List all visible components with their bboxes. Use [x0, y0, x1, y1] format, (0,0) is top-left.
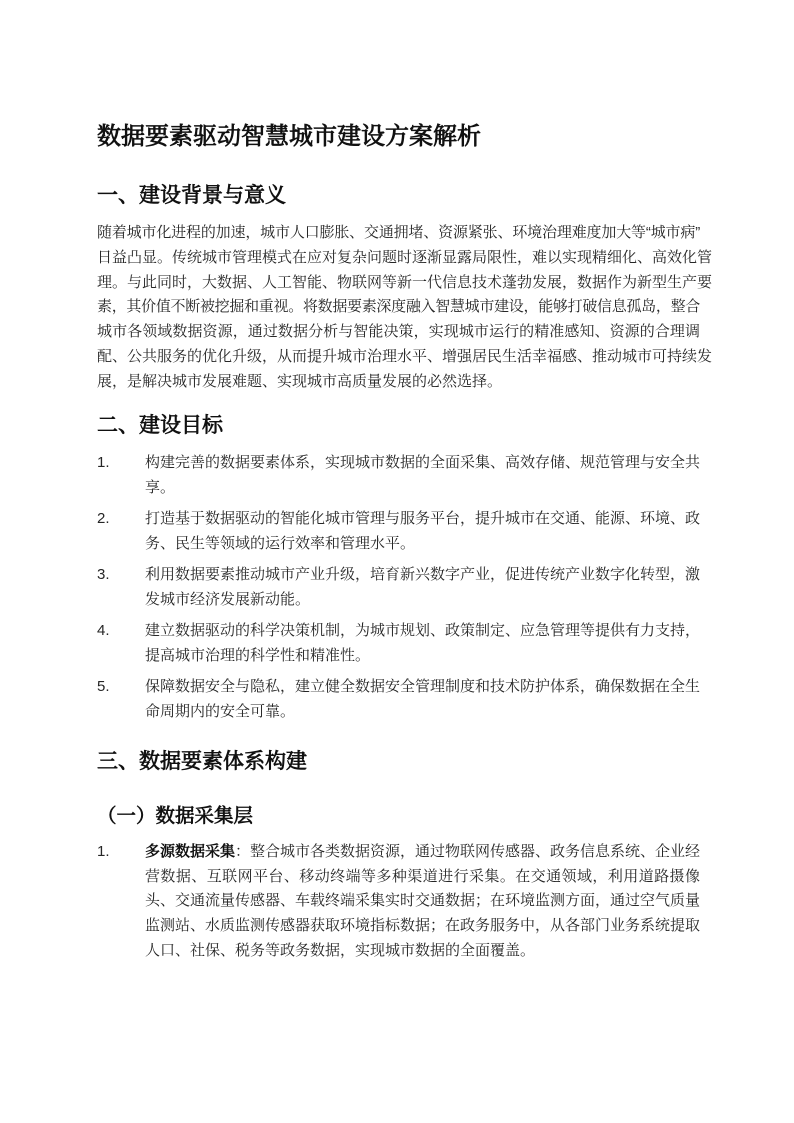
document-title: 数据要素驱动智慧城市建设方案解析 [97, 123, 481, 150]
list-item-line-rest: ：整合城市各类数据资源，通过物联网传感器、政务信息系统、企业经 [235, 842, 701, 860]
list-item-line: 人口、社保、税务等政务数据，实现城市数据的全面覆盖。 [145, 941, 536, 959]
list-item-line: 打造基于数据驱动的智能化城市管理与服务平台，提升城市在交通、能源、环境、政 [145, 510, 701, 528]
list-item-number: 4. [97, 622, 110, 640]
list-item-text [145, 563, 700, 613]
list-item-number: 2. [97, 510, 110, 528]
list-item-number: 5. [97, 678, 110, 696]
section-heading-background: 一、建设背景与意义 [97, 184, 286, 207]
list-item-text [145, 451, 700, 501]
list-item-line: 利用数据要素推动城市产业升级，培育新兴数字产业，促进传统产业数字化转型，激 [145, 566, 701, 584]
paragraph-line: 随着城市化进程的加速，城市人口膨胀、交通拥堵、资源紧张、环境治理难度加大等“城市病” [97, 224, 700, 241]
collection-layer-list [97, 840, 700, 964]
collection-layer-list-item [97, 840, 700, 964]
background-paragraph [97, 221, 713, 394]
paragraph-line: 理。与此同时，大数据、人工智能、物联网等新一代信息技术蓬勃发展，数据作为新型生产要 [97, 273, 713, 291]
list-item-line: 构建完善的数据要素体系，实现城市数据的全面采集、高效存储、规范管理与安全共 [145, 454, 701, 472]
list-item-number: 3. [97, 566, 110, 584]
paragraph-line: 配、公共服务的优化升级，从而提升城市治理水平、增强居民生活幸福感、推动城市可持续发 [97, 347, 713, 365]
list-item-line: 头、交通流量传感器、车载终端采集实时交通数据；在环境监测方面，通过空气质量 [145, 892, 701, 910]
list-item-line: 监测站、水质监测传感器获取环境指标数据；在政务服务中，从各部门业务系统提取 [145, 917, 701, 934]
list-item-text [145, 675, 700, 725]
list-item-line: 命周期内的安全可靠。 [145, 703, 296, 720]
list-item-number: 1. [97, 842, 110, 860]
goals-list-item [97, 619, 700, 669]
section-heading-data-system: 三、数据要素体系构建 [97, 749, 307, 773]
section-heading-goals: 二、建设目标 [97, 414, 223, 438]
paragraph-line: 城市各领域数据资源，通过数据分析与智能决策，实现城市运行的精准感知、资源的合理调 [97, 323, 700, 340]
goals-list-item [97, 563, 700, 613]
list-item-line: 提高城市治理的科学性和精准性。 [145, 647, 371, 664]
document-content [97, 121, 713, 964]
list-item-text [145, 840, 700, 964]
list-item-number: 1. [97, 454, 110, 472]
list-item-line: 务、民生等领域的运行效率和管理水平。 [145, 535, 416, 552]
subsection-heading-collection-layer: （一）数据采集层 [97, 804, 254, 827]
list-item-first-line [145, 840, 700, 865]
paragraph-line: 展，是解决城市发展难题、实现城市高质量发展的必然选择。 [97, 372, 503, 390]
list-item-line: 发城市经济发展新动能。 [145, 591, 311, 608]
list-item-line: 保障数据安全与隐私，建立健全数据安全管理制度和技术防护体系，确保数据在全生 [145, 678, 701, 696]
goals-list-item [97, 675, 700, 725]
goals-list [97, 451, 700, 725]
goals-list-item [97, 451, 700, 501]
paragraph-line: 日益凸显。传统城市管理模式在应对复杂问题时逐渐显露局限性，难以实现精细化、高效化管 [97, 248, 713, 266]
list-item-label: 多源数据采集 [145, 842, 236, 860]
list-item-line: 享。 [145, 479, 176, 496]
list-item-line: 建立数据驱动的科学决策机制，为城市规划、政策制定、应急管理等提供有力支持， [145, 622, 701, 640]
list-item-text [145, 507, 700, 557]
paragraph-line: 素，其价值不断被挖掘和重视。将数据要素深度融入智慧城市建设，能够打破信息孤岛，整合 [97, 298, 700, 316]
list-item-line: 营数据、互联网平台、移动终端等多种渠道进行采集。在交通领域，利用道路摄像 [145, 867, 700, 885]
goals-list-item [97, 507, 700, 557]
list-item-text [145, 619, 700, 669]
